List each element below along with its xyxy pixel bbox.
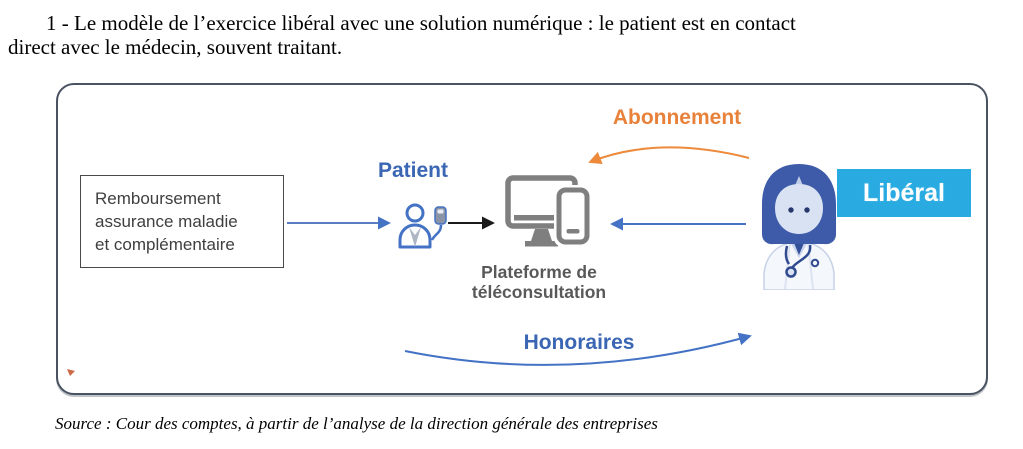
reimbursement-box xyxy=(80,175,284,268)
platform-label xyxy=(459,262,619,302)
section-heading xyxy=(8,11,1022,59)
abonnement-label: Abonnement xyxy=(612,106,742,129)
stray-orange-mark xyxy=(67,369,75,376)
platform-label-line-2: téléconsultation xyxy=(471,282,607,302)
heading-line-1: 1 - Le modèle de l’exercice libéral avec une solution numérique : le patient est en contact xyxy=(46,11,796,35)
abonnement-curved-arrow xyxy=(590,147,749,162)
reimbursement-line-2: assurance maladie xyxy=(95,212,238,231)
honoraires-label: Honoraires xyxy=(523,331,635,354)
monitor-and-phone-icon xyxy=(504,174,596,254)
patient-label: Patient xyxy=(377,159,448,182)
heading-line-2: direct avec le médecin, souvent traitant. xyxy=(8,35,343,59)
reimbursement-line-1: Remboursement xyxy=(95,189,221,208)
reimbursement-line-3: et complémentaire xyxy=(95,235,235,254)
liberal-badge: Libéral xyxy=(837,169,971,217)
teleconsultation-diagram-frame xyxy=(56,83,988,395)
doctor-avatar-icon xyxy=(749,162,849,290)
patient-with-device-icon xyxy=(397,203,451,253)
platform-label-line-1: Plateforme de xyxy=(481,262,597,282)
source-note: Source : Cour des comptes, à partir de l’analyse de la direction générale des entreprises xyxy=(55,414,658,433)
